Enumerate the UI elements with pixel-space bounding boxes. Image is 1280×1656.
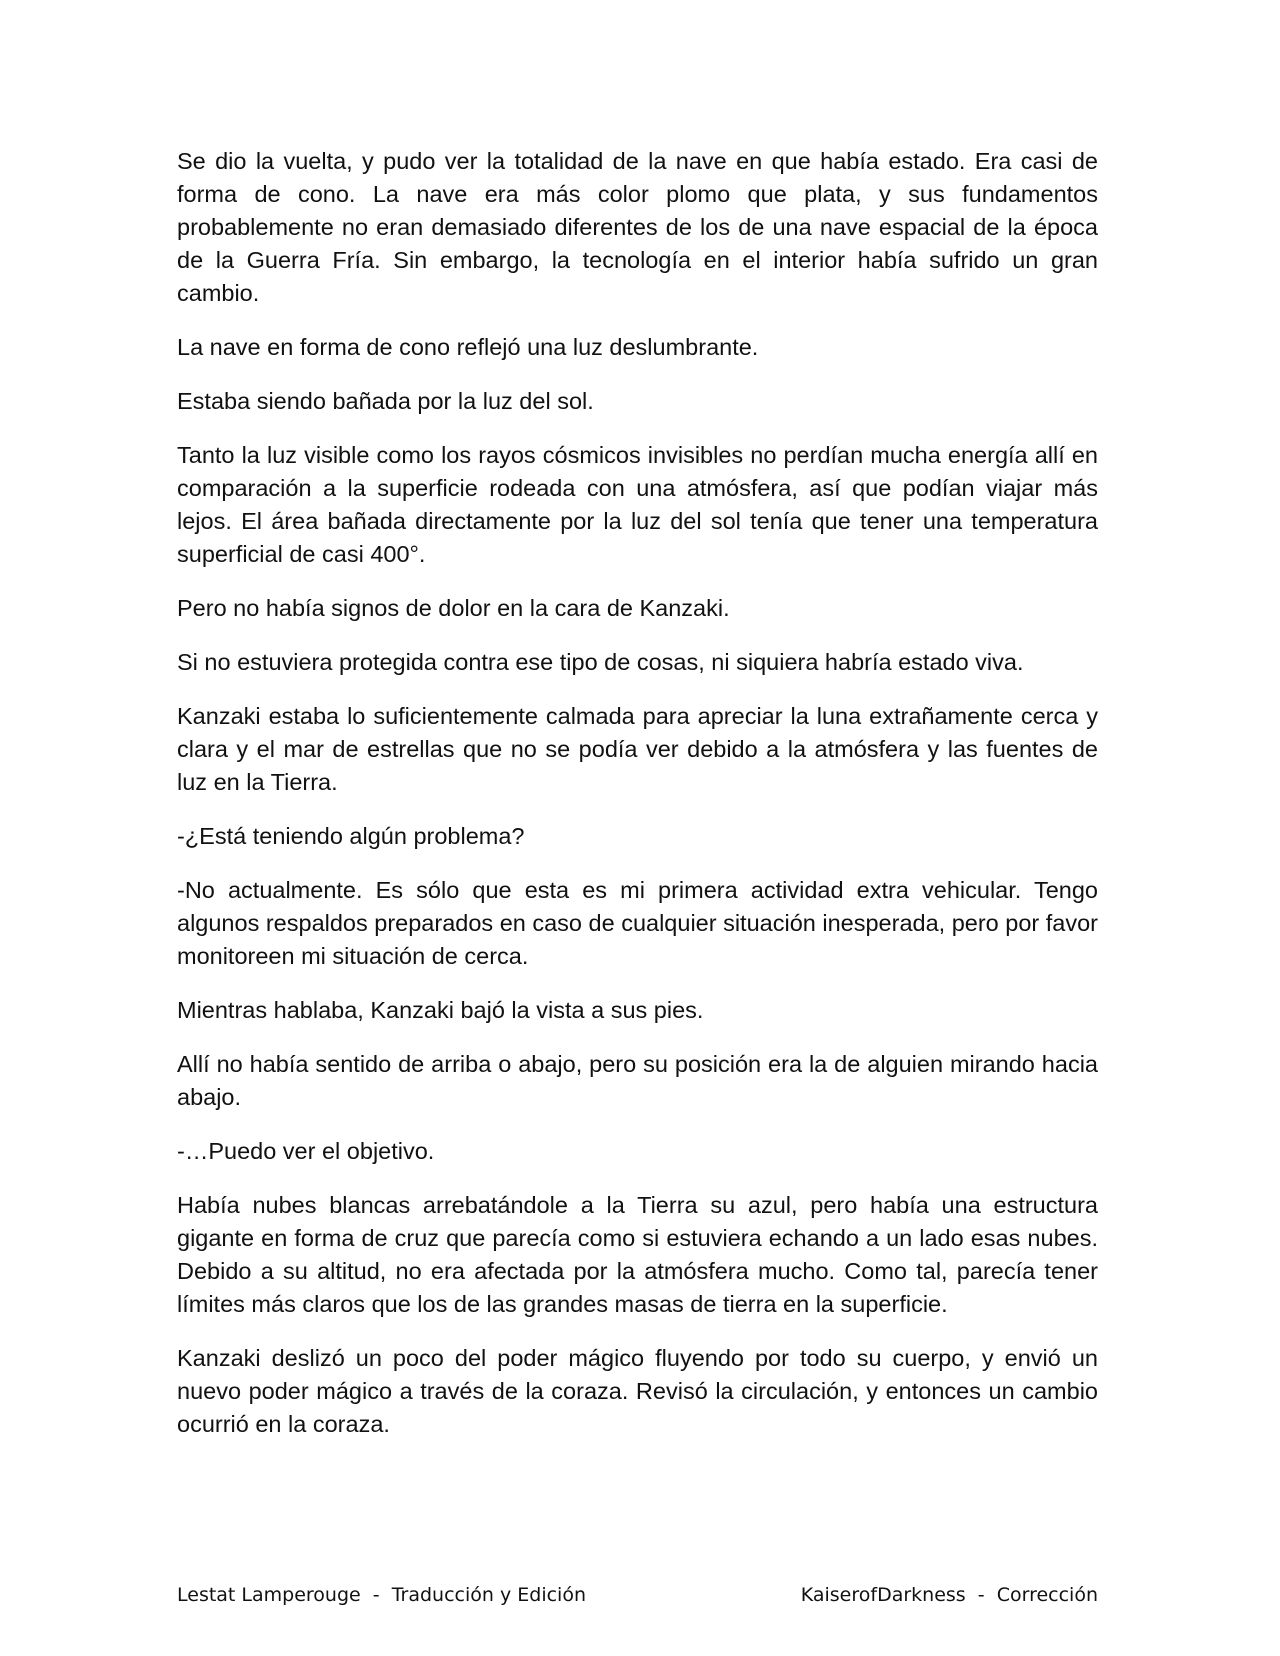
footer-credit-translation: Lestat Lamperouge - Traducción y Edición: [177, 1584, 587, 1606]
paragraph: Mientras hablaba, Kanzaki bajó la vista a sus pies.: [177, 997, 704, 1023]
paragraph: Kanzaki deslizó un poco del poder mágico fluyendo por todo su cuerpo, y envió un nuevo poder mágico a través de la coraza. Revisó la circulación, y entonces un cambio ocurrió en la coraza.: [177, 1345, 1098, 1437]
page-body: [177, 145, 1098, 1462]
paragraph: Tanto la luz visible como los rayos cósmicos invisibles no perdían mucha energía allí en comparación a la superficie rodeada con una atmósfera, así que podían viajar más lejos. El área bañada directamente por la luz del sol tenía que tener una temperatura superficial de casi 400°.: [177, 442, 1098, 567]
paragraph: -…Puedo ver el objetivo.: [177, 1138, 435, 1164]
paragraph: La nave en forma de cono reflejó una luz deslumbrante.: [177, 334, 759, 360]
paragraph: Si no estuviera protegida contra ese tipo de cosas, ni siquiera habría estado viva.: [177, 649, 1024, 675]
paragraph: -¿Está teniendo algún problema?: [177, 823, 525, 849]
page-footer: [177, 1582, 1098, 1608]
paragraph: Había nubes blancas arrebatándole a la Tierra su azul, pero había una estructura gigante en forma de cruz que parecía como si estuviera echando a un lado esas nubes. Debido a su altitud, no era afectada por la atmósfera mucho. Como tal, parecía tener límites más claros que los de las grandes masas de tierra en la superficie.: [177, 1192, 1098, 1317]
paragraph: Allí no había sentido de arriba o abajo, pero su posición era la de alguien mirando hacia abajo.: [177, 1051, 1098, 1110]
paragraph: Estaba siendo bañada por la luz del sol.: [177, 388, 594, 414]
paragraph: Se dio la vuelta, y pudo ver la totalidad de la nave en que había estado. Era casi de forma de cono. La nave era más color plomo que plata, y sus fundamentos probablemente no eran demasiado diferentes de los de una nave espacial de la época de la Guerra Fría. Sin embargo, la tecnología en el interior había sufrido un gran cambio.: [177, 148, 1098, 306]
footer-credit-correction: KaiserofDarkness - Corrección: [800, 1584, 1098, 1606]
paragraph: Pero no había signos de dolor en la cara de Kanzaki.: [177, 595, 730, 621]
paragraph: -No actualmente. Es sólo que esta es mi primera actividad extra vehicular. Tengo algunos respaldos preparados en caso de cualquier situación inesperada, pero por favor monitoreen mi situación de cerca.: [177, 877, 1099, 969]
paragraph: Kanzaki estaba lo suficientemente calmada para apreciar la luna extrañamente cerca y clara y el mar de estrellas que no se podía ver debido a la atmósfera y las fuentes de luz en la Tierra.: [177, 703, 1098, 795]
